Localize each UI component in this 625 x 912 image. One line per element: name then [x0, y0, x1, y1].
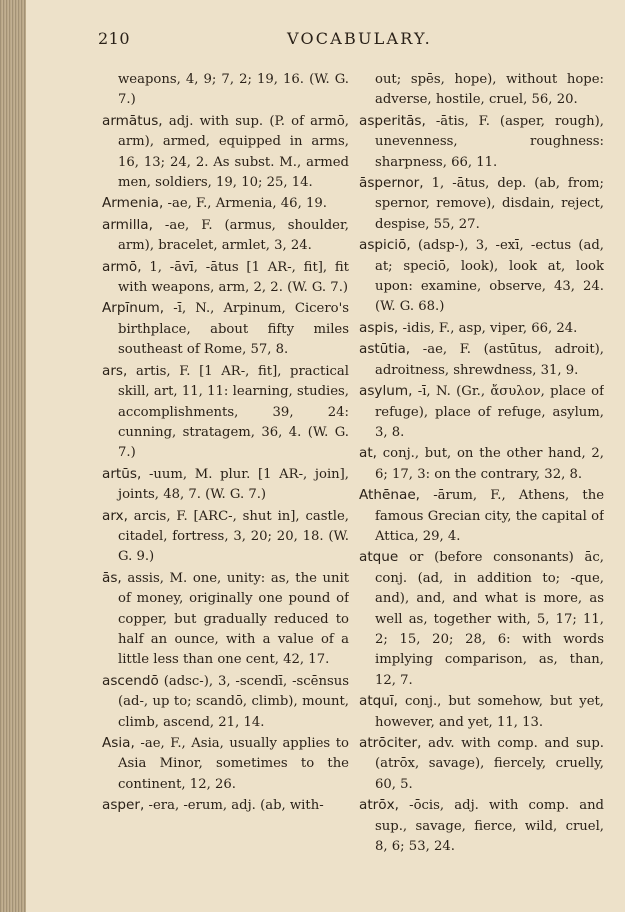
entry-headword: āspernor,	[359, 175, 424, 192]
entry-definition: -ātis, F. (asper, rough), unevenness, roughness: sharpness, 66, 11.	[375, 113, 604, 170]
running-head: VOCABULARY.	[287, 29, 432, 48]
entry-headword: artūs,	[102, 465, 142, 482]
dictionary-entry	[102, 298, 349, 360]
dictionary-entry	[359, 318, 604, 339]
dictionary-entry	[102, 795, 349, 816]
entry-headword: arx,	[102, 507, 128, 524]
entry-definition: (adsc-), 3, -scendī, -scēnsus (ad-, up to; scandō, climb), mount, climb, ascend, 21, 14.	[118, 673, 349, 730]
entry-definition: or (before consonants) āc, conj. (ad, in addition to; -que, and), and, and what is more, as well as, together with, 5, 17; 11, 2; 15, 20; 28, 6: with words implying comparison, as, than, 12, 7.	[375, 550, 604, 688]
entry-headword: atrōx,	[359, 797, 399, 814]
entry-definition: -ae, F. (astūtus, adroit), adroitness, shrewdness, 31, 9.	[375, 342, 604, 378]
entry-definition: -uum, M. plur. [1 AR-, join], joints, 48, 7. (W. G. 7.)	[118, 466, 349, 503]
book-spine-edge	[0, 0, 26, 912]
entry-headword: Armenia,	[102, 195, 164, 212]
dictionary-entry	[102, 671, 349, 733]
continuation-text: out; spēs, hope), without hope: adverse, hostile, cruel, 56, 20.	[375, 72, 604, 108]
dictionary-entry	[359, 485, 604, 547]
entry-definition: -idis, F., asp, viper, 66, 24.	[402, 320, 578, 336]
entry-definition: 1, -ātus, dep. (ab, from; spernor, remove), disdain, reject, despise, 55, 27.	[375, 176, 604, 232]
page-number: 210	[98, 29, 131, 48]
entry-definition: adv. with comp. and sup. (atrōx, savage), fiercely, cruelly, 60, 5.	[375, 736, 604, 792]
dictionary-entry	[102, 215, 349, 257]
dictionary-entry	[359, 339, 604, 381]
entry-headword: Arpīnum,	[102, 300, 165, 317]
entry-headword: aspis,	[359, 319, 399, 336]
entry-headword: asper,	[102, 797, 145, 814]
dictionary-entry	[102, 464, 349, 506]
entry-definition: adj. with sup. (P. of armō, arm), armed, equipped in arms, 16, 13; 24, 2. As subst. M., armed men, soldiers, 19, 10; 25, 14.	[118, 113, 349, 191]
dictionary-entry	[359, 235, 604, 318]
entry-definition: -ae, F., Armenia, 46, 19.	[167, 196, 327, 212]
entry-definition: assis, M. one, unity: as, the unit of money, originally one pound of copper, but gradually reduced to half an ounce, with a value of a little less than one cent, 42, 17.	[118, 570, 349, 668]
entry-definition: arcis, F. [ARC-, shut in], castle, citadel, fortress, 3, 20; 20, 18. (W. G. 9.)	[118, 508, 349, 565]
entry-headword: ascendō	[102, 672, 159, 689]
entry-headword: atquī,	[359, 693, 399, 710]
entry-definition: -ae, F. (armus, shoulder, arm), bracelet, armlet, 3, 24.	[118, 217, 349, 254]
entry-definition: 1, -āvī, -ātus [1 AR-, fit], fit with weapons, arm, 2, 2. (W. G. 7.)	[118, 259, 349, 296]
entry-definition: conj., but somehow, but yet, however, and yet, 11, 13.	[375, 694, 604, 730]
dictionary-entry	[359, 381, 604, 443]
entry-definition: conj., but, on the other hand, 2, 6; 17, 3: on the contrary, 32, 8.	[375, 446, 604, 482]
entry-headword: armō,	[102, 258, 142, 275]
left-column	[102, 70, 349, 817]
dictionary-entry	[102, 361, 349, 464]
dictionary-entry	[102, 111, 349, 194]
entry-definition: -ī, N. (Gr., ἄσυλον, place of refuge), place of refuge, asylum, 3, 8.	[375, 384, 604, 440]
entry-definition: -ae, F., Asia, usually applies to Asia Minor, sometimes to the continent, 12, 26.	[118, 736, 349, 792]
dictionary-entry	[102, 568, 349, 671]
right-column	[359, 70, 604, 857]
dictionary-entry	[359, 795, 604, 857]
dictionary-entry	[102, 733, 349, 795]
entry-headword: Asia,	[102, 735, 135, 751]
dictionary-entry	[359, 691, 604, 733]
entry-headword: armilla,	[102, 216, 153, 233]
entry-headword: at,	[359, 445, 377, 462]
entry-headword: asperitās,	[359, 112, 426, 129]
entry-headword: armātus,	[102, 112, 163, 129]
entry-definition: -era, -erum, adj. (ab, with-	[148, 798, 324, 814]
entry-headword: astūtia,	[359, 341, 411, 358]
entry-headword: Athēnae,	[359, 487, 420, 504]
entry-definition: -ī, N., Arpinum, Cicero's birthplace, about fifty miles southeast of Rome, 57, 8.	[118, 301, 349, 358]
entry-headword: atque	[359, 549, 399, 566]
entry-definition: -ārum, F., Athens, the famous Grecian city, the capital of Attica, 29, 4.	[375, 488, 604, 544]
dictionary-entry	[359, 547, 604, 691]
entry-definition: artis, F. [1 AR-, fit], practical skill, art, 11, 11: learning, studies, accomplishments, 39, 24: cunning, stratagem, 36, 4. (W. G. 7.)	[118, 363, 349, 461]
continuation-text: weapons, 4, 9; 7, 2; 19, 16. (W. G. 7.)	[118, 72, 349, 108]
dictionary-entry	[102, 506, 349, 568]
dictionary-entry	[359, 111, 604, 173]
entry-headword: ās,	[102, 569, 122, 586]
entry-headword: asylum,	[359, 383, 413, 400]
dictionary-entry	[359, 443, 604, 485]
dictionary-entry	[359, 173, 604, 235]
entry-headword: aspiciō,	[359, 237, 411, 254]
entry-headword: atrōciter,	[359, 735, 422, 751]
dictionary-entry	[102, 193, 349, 214]
entry-headword: ars,	[102, 362, 128, 379]
dictionary-entry	[359, 733, 604, 795]
entry-definition: (adsp-), 3, -exī, -ectus (ad, at; speciō, look), look at, look upon: examine, observe, 43, 24. (W. G. 68.)	[375, 238, 604, 315]
dictionary-entry	[102, 257, 349, 299]
entry-definition: -ōcis, adj. with comp. and sup., savage, fierce, wild, cruel, 8, 6; 53, 24.	[375, 798, 604, 855]
